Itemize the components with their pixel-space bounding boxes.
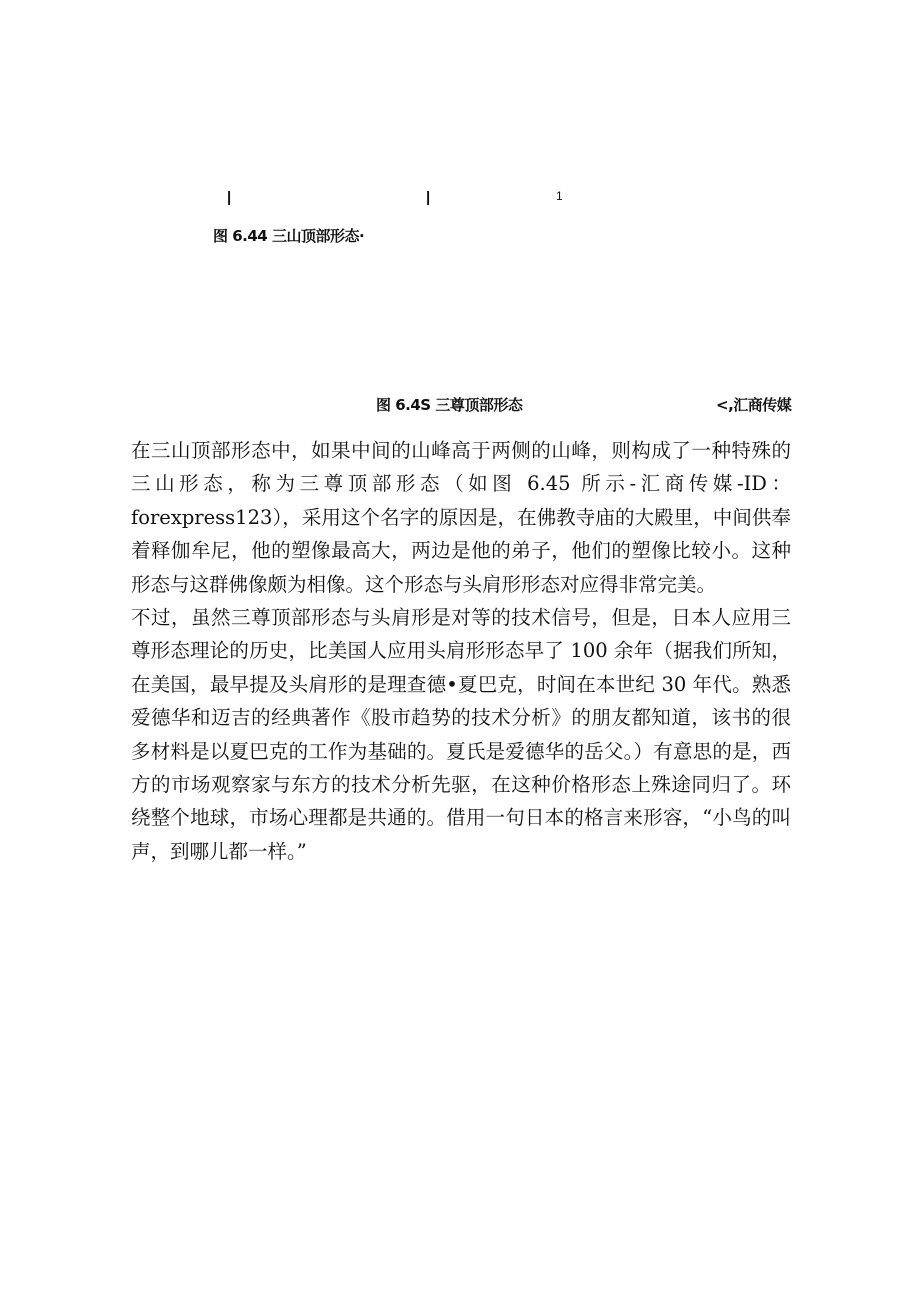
watermark-text: <,汇商传媒 [716, 396, 792, 414]
body-text [131, 434, 791, 868]
figure-caption-6-44: 图 6.44 三山顶部形态· [213, 227, 365, 245]
paragraph: 不过，虽然三尊顶部形态与头肩形是对等的技术信号，但是，日本人应用三尊形态理论的历史，比美国人应用头肩形形态早了 100 余年（据我们所知，在美国，最早提及头肩形的是理查德•夏巴克，时间在本世纪 30 年代。熟悉爱德华和迈吉的经典著作《股市趋势的技术分析》的朋友都知道，该书的很多材料是以夏巴克的工作为基础的。夏氏是爱德华的岳父。）有意思的是，西方的市场观察家与东方的技术分析先驱，在这种价格形态上殊途同归了。环绕整个地球，市场心理都是共通的。借用一句日本的格言来形容，“小鸟的叫声，到哪儿都一样。” [131, 606, 791, 863]
figure-tick-mark: | [426, 189, 431, 206]
figure-tick-mark: | [227, 189, 232, 206]
figure-number-mark: 1 [556, 189, 563, 203]
figure-caption-6-45: 图 6.4S 三尊顶部形态 [376, 396, 523, 414]
paragraph: 在三山顶部形态中，如果中间的山峰高于两侧的山峰，则构成了一种特殊的三山形态，称为三尊顶部形态（如图 6.45 所示-汇商传媒-ID：forexpress123），采用这个名字的原因是，在佛教寺庙的大殿里，中间供奉着释伽牟尼，他的塑像最高大，两边是他的弟子，他们的塑像比较小。这种形态与这群佛像颇为相像。这个形态与头肩形形态对应得非常完美。 [131, 439, 791, 596]
